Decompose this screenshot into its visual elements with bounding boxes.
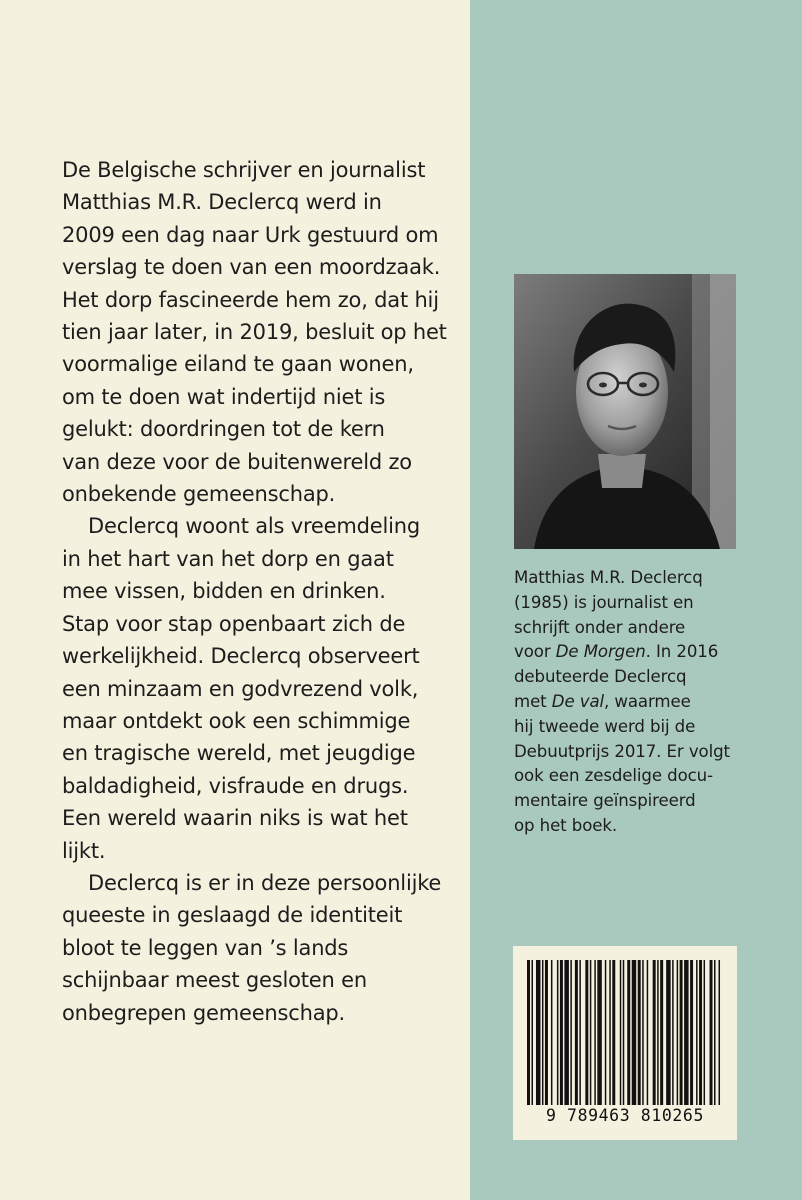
barcode-bar <box>531 960 533 1105</box>
bio-line: debuteerde Declercq <box>514 667 687 687</box>
barcode-bar <box>710 960 713 1105</box>
barcode-bar <box>551 960 553 1105</box>
barcode-bar <box>623 960 625 1105</box>
blurb-line: lijkt. <box>62 838 106 863</box>
blurb-line: Stap voor stap openbaart zich de <box>62 611 406 636</box>
blurb-line: werkelijkheid. Declercq observeert <box>62 644 420 669</box>
barcode-bar <box>597 960 601 1105</box>
blurb-line: tien jaar later, in 2019, besluit op het <box>62 320 447 345</box>
bio-text: , waarmee <box>604 691 691 711</box>
blurb-line: Een wereld waarin niks is wat het <box>62 806 408 831</box>
barcode-bar <box>609 960 611 1105</box>
bio-line: Debuutprijs 2017. Er volgt <box>514 741 730 761</box>
bio-line <box>514 640 750 665</box>
bio-line: schrijft onder andere <box>514 617 686 637</box>
blurb-line: bloot te leggen van ’s lands <box>62 935 349 960</box>
barcode-bar <box>560 960 563 1105</box>
bio-line: hij tweede werd bij de <box>514 716 696 736</box>
blurb-line: in het hart van het dorp en gaat <box>62 546 394 571</box>
barcode-bar <box>696 960 698 1105</box>
barcode-bar <box>605 960 607 1105</box>
blurb-paragraph-3 <box>62 867 462 1029</box>
blurb-line: onbegrepen gemeenschap. <box>62 1000 345 1025</box>
barcode-bar <box>647 960 649 1105</box>
bio-line: ook een zesdelige docu- <box>514 766 713 786</box>
author-photo <box>514 274 736 549</box>
barcode-bar <box>570 960 572 1105</box>
blurb-line: verslag te doen van een moordzaak. <box>62 255 441 280</box>
barcode-box <box>513 946 737 1140</box>
barcode-bar <box>536 960 540 1105</box>
bio-text: met <box>514 691 552 711</box>
barcode-bar <box>657 960 659 1105</box>
book-title: De val <box>551 691 605 711</box>
barcode-bar <box>527 960 530 1105</box>
barcode-bar <box>585 960 588 1105</box>
barcode-bar <box>684 960 688 1105</box>
blurb-line: De Belgische schrijver en journalist <box>62 158 426 182</box>
blurb-paragraph-2 <box>62 510 462 866</box>
blurb-line: Matthias M.R. Declercq werd in <box>62 190 382 215</box>
bio-text: voor <box>514 642 556 662</box>
blurb-line: om te doen wat indertijd niet is <box>62 384 386 409</box>
barcode-bar <box>719 960 721 1105</box>
barcode-bar <box>714 960 716 1105</box>
barcode-bar <box>680 960 683 1105</box>
blurb-line: queeste in geslaagd de identiteit <box>62 903 403 928</box>
barcode-bar <box>612 960 615 1105</box>
blurb-line: mee vissen, bidden en drinken. <box>62 579 386 604</box>
barcode-bar <box>632 960 636 1105</box>
barcode-bar <box>542 960 544 1105</box>
blurb-line: onbekende gemeenschap. <box>62 482 336 507</box>
barcode-bar <box>653 960 656 1105</box>
bio-line: mentaire geïnspireerd <box>514 791 696 811</box>
barcode-bar <box>594 960 596 1105</box>
blurb-line: en tragische wereld, met jeugdige <box>62 741 416 766</box>
barcode-bar <box>627 960 630 1105</box>
barcode-bar <box>564 960 568 1105</box>
isbn-number: 9 789463 810265 <box>545 1106 704 1125</box>
blurb-line: Declercq woont als vreemdeling <box>88 514 420 539</box>
barcode-bar <box>579 960 581 1105</box>
barcode-bar <box>672 960 674 1105</box>
bio-text: . In 2016 <box>645 642 719 662</box>
barcode-icon <box>527 960 723 1105</box>
barcode-bar <box>590 960 591 1105</box>
blurb-text <box>62 154 462 1029</box>
blurb-line: voormalige eiland te gaan wonen, <box>62 352 414 377</box>
blurb-line: Declercq is er in deze persoonlijke <box>88 870 442 895</box>
barcode-bar <box>690 960 693 1105</box>
blurb-line: Het dorp fascineerde hem zo, dat hij <box>62 287 439 312</box>
barcode-bar <box>677 960 679 1105</box>
bio-line <box>514 690 750 715</box>
blurb-line: schijnbaar meest gesloten en <box>62 968 367 993</box>
blurb-line: baldadigheid, visfraude en drugs. <box>62 773 409 798</box>
barcode-bar <box>642 960 644 1105</box>
barcode-bar <box>660 960 663 1105</box>
blurb-line: een minzaam en godvrezend volk, <box>62 676 419 701</box>
author-portrait-image <box>514 274 736 549</box>
barcode-bar <box>620 960 622 1105</box>
barcode-bar <box>557 960 559 1105</box>
barcode-bar <box>575 960 578 1105</box>
blurb-paragraph-1 <box>62 154 462 510</box>
barcode-bar <box>638 960 641 1105</box>
barcode-bar <box>666 960 670 1105</box>
barcode-bar <box>545 960 548 1105</box>
blurb-line: 2009 een dag naar Urk gestuurd om <box>62 222 439 247</box>
blurb-line: maar ontdekt ook een schimmige <box>62 708 411 733</box>
barcode-bar <box>699 960 702 1105</box>
blurb-line: van deze voor de buitenwereld zo <box>62 449 412 474</box>
barcode-bar <box>704 960 706 1105</box>
newspaper-title: De Morgen <box>555 642 646 662</box>
bio-line: Matthias M.R. Declercq <box>514 568 703 587</box>
author-bio <box>514 566 750 839</box>
bio-line: op het boek. <box>514 815 618 835</box>
blurb-line: gelukt: doordringen tot de kern <box>62 417 385 442</box>
bio-line: (1985) is journalist en <box>514 592 694 612</box>
